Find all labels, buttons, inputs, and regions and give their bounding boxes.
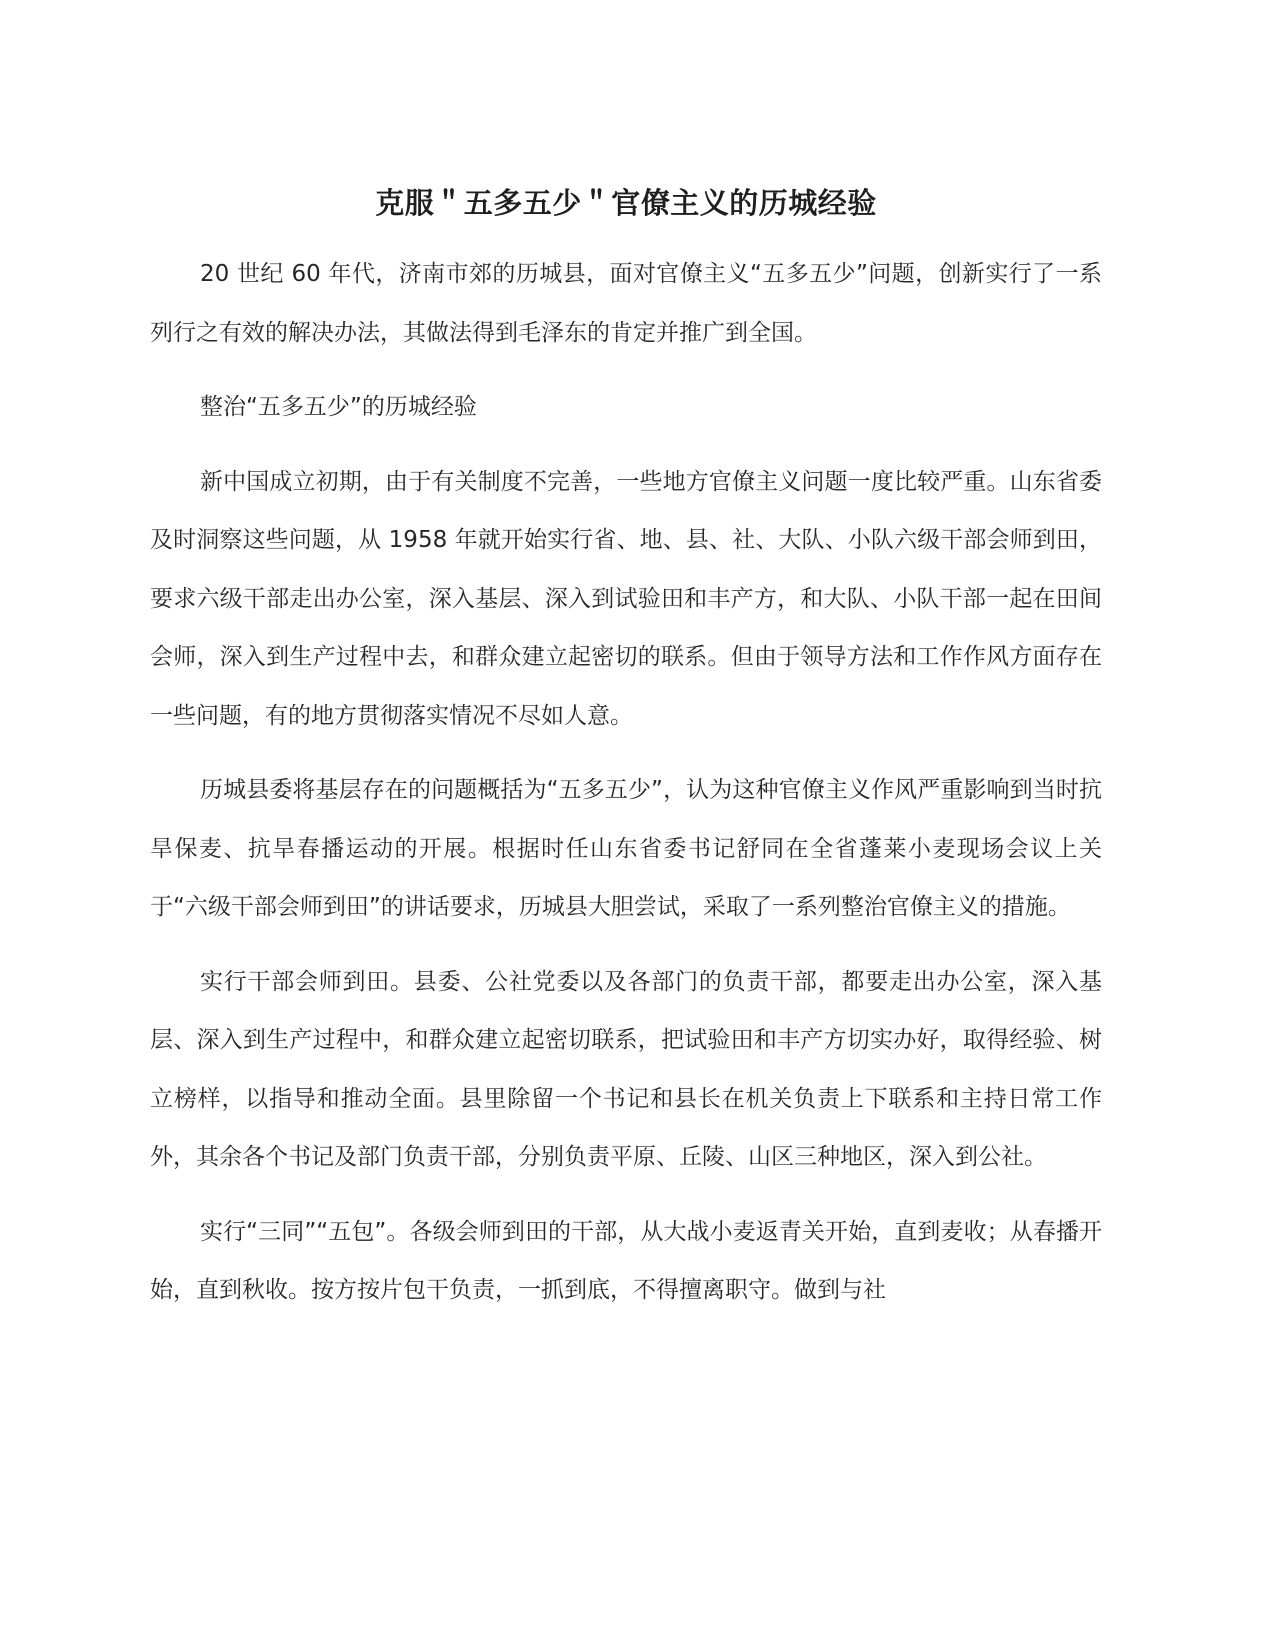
document-title: 克服＂五多五少＂官僚主义的历城经验 (375, 186, 877, 220)
document-page (150, 178, 1102, 1320)
paragraph-cadres-to-field: 实行干部会师到田。县委、公社党委以及各部门的负责干部，都要走出办公室，深入基层、深入到生产过程中，和群众建立起密切联系，把试验田和丰产方切实办好，取得经验、树立榜样，以指导和推动全面。县里除留一个书记和县长在机关负责上下联系和主持日常工作外，其余各个书记及部门负责干部，分别负责平原、丘陵、山区三种地区，深入到公社。 (150, 968, 1102, 1170)
paragraph-background: 新中国成立初期，由于有关制度不完善，一些地方官僚主义问题一度比较严重。山东省委及时洞察这些问题，从 1958 年就开始实行省、地、县、社、大队、小队六级干部会师到田，要求六级干部走出办公室，深入基层、深入到试验田和丰产方，和大队、小队干部一起在田间会师，深入到生产过程中去，和群众建立起密切的联系。但由于领导方法和工作作风方面存在一些问题，有的地方贯彻落实情况不尽如人意。 (150, 468, 1102, 729)
paragraph-five-many-five-few: 历城县委将基层存在的问题概括为“五多五少”，认为这种官僚主义作风严重影响到当时抗旱保麦、抗旱春播运动的开展。根据时任山东省委书记舒同在全省蓬莱小麦现场会议上关于“六级干部会师到田”的讲话要求，历城县大胆尝试，采取了一系列整治官僚主义的措施。 (150, 777, 1102, 920)
paragraph-three-together-five-contracts: 实行“三同”“五包”。各级会师到田的干部，从大战小麦返青关开始，直到麦收；从春播开始，直到秋收。按方按片包干负责，一抓到底，不得擅离职守。做到与社 (150, 1218, 1102, 1303)
section-heading: 整治“五多五少”的历城经验 (200, 394, 477, 420)
paragraph-intro: 20 世纪 60 年代，济南市郊的历城县，面对官僚主义“五多五少”问题，创新实行了一系列行之有效的解决办法，其做法得到毛泽东的肯定并推广到全国。 (150, 261, 1102, 346)
